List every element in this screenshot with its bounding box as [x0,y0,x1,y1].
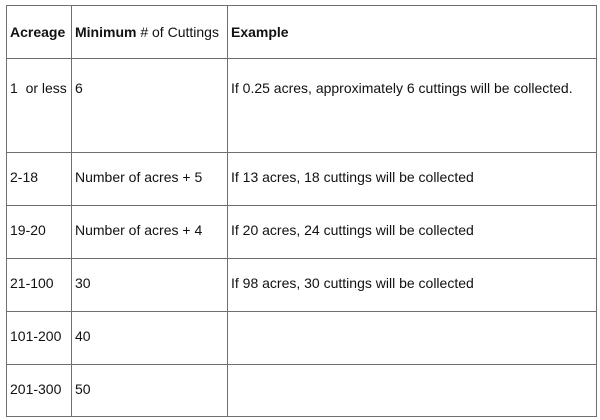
cell-example [228,312,597,365]
table-row [7,153,597,206]
table-row [7,312,597,365]
cell-acreage: 201-300 [7,365,72,417]
cell-minimum: Number of acres + 5 [72,153,228,206]
header-minimum-bold: Minimum [75,24,137,40]
cell-example: If 0.25 acres, approximately 6 cuttings will be collected. [228,59,597,153]
table-row [7,206,597,259]
table-row [7,365,597,417]
cell-example: If 20 acres, 24 cuttings will be collected [228,206,597,259]
cell-acreage: 1 or less [7,59,72,153]
cell-acreage: 101-200 [7,312,72,365]
header-row [7,6,597,59]
table-row [7,259,597,312]
cell-example: If 98 acres, 30 cuttings will be collected [228,259,597,312]
cell-acreage: 21-100 [7,259,72,312]
header-minimum-rest: # of Cuttings [136,24,219,40]
cell-minimum: 50 [72,365,228,417]
header-minimum-cuttings [72,6,228,59]
header-acreage-label: Acreage [10,24,66,40]
header-acreage [7,6,72,59]
cell-minimum: Number of acres + 4 [72,206,228,259]
cell-minimum: 6 [72,59,228,153]
cell-minimum: 40 [72,312,228,365]
table-row [7,59,597,153]
header-example [228,6,597,59]
cell-minimum: 30 [72,259,228,312]
cell-acreage: 2-18 [7,153,72,206]
cell-example [228,365,597,417]
cuttings-table [6,5,597,417]
cell-acreage: 19-20 [7,206,72,259]
cell-example: If 13 acres, 18 cuttings will be collected [228,153,597,206]
header-example-label: Example [231,24,289,40]
